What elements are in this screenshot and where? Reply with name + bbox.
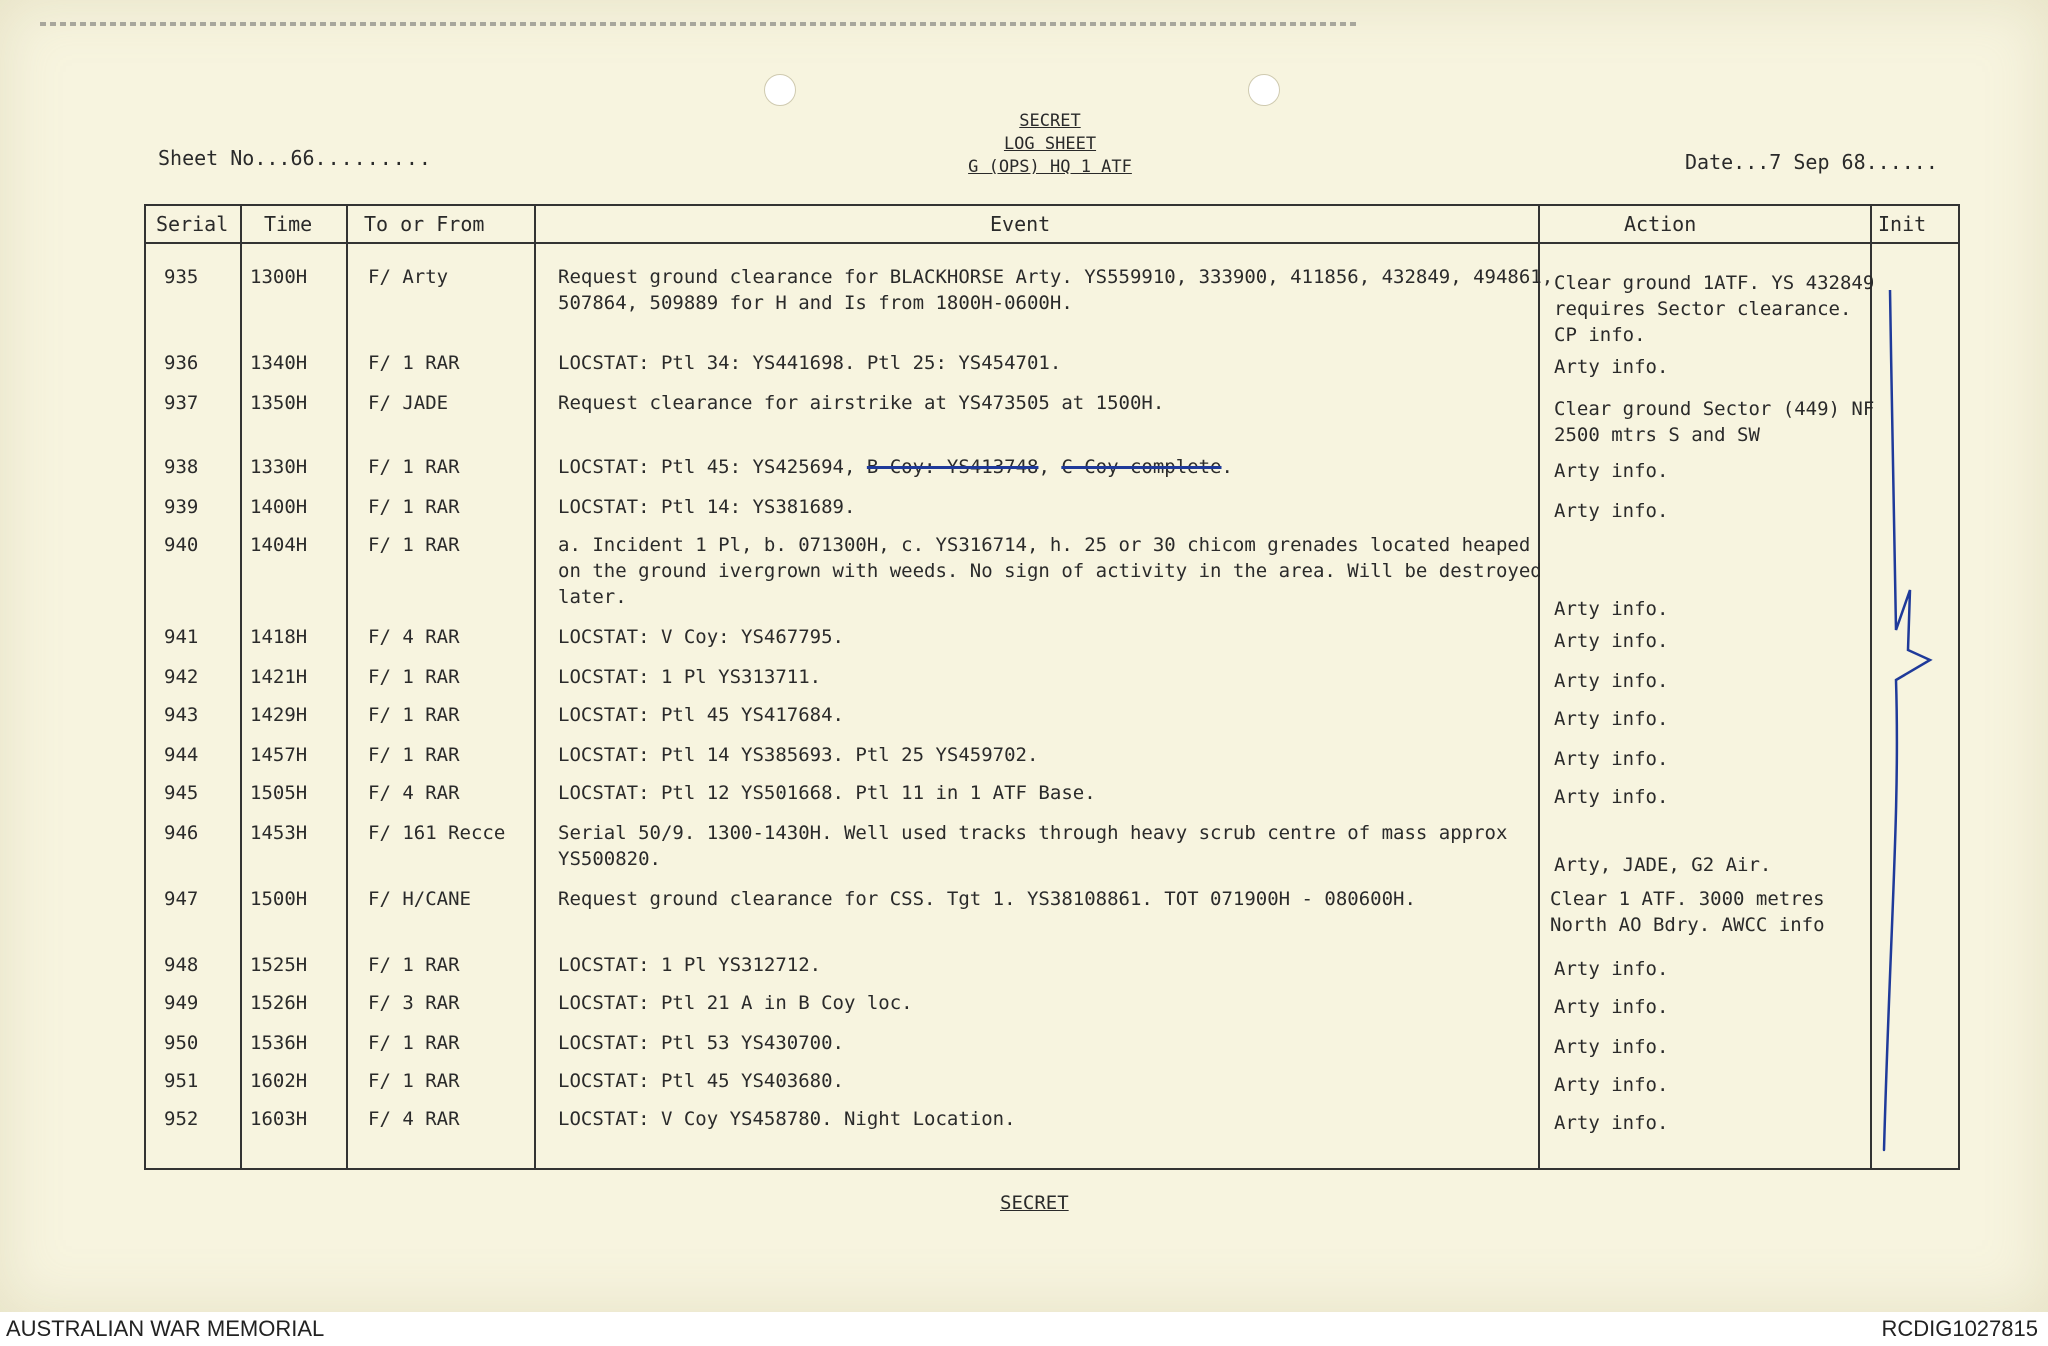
- punch-hole-right: [1248, 74, 1280, 106]
- row-time: 1526H: [250, 992, 308, 1014]
- row-action: Arty info.: [1554, 460, 1669, 482]
- row-from: F/ 1 RAR: [368, 496, 460, 518]
- row-event: LOCSTAT: V Coy: YS467795.: [558, 626, 844, 648]
- row-from: F/ 161 Recce: [368, 822, 506, 844]
- row-time: 1536H: [250, 1032, 308, 1054]
- row-action: Clear 1 ATF. 3000 metres North AO Bdry. AWCC info: [1550, 888, 1825, 936]
- row-action: Arty info.: [1554, 356, 1669, 378]
- row-action: Arty info.: [1554, 996, 1669, 1018]
- sheet-no-value: 66: [290, 146, 315, 170]
- row-from: F/ JADE: [368, 392, 449, 414]
- col-header-from: To or From: [364, 212, 485, 236]
- row-from: F/ 1 RAR: [368, 666, 460, 688]
- row-time: 1421H: [250, 666, 308, 688]
- row-time: 1500H: [250, 888, 308, 910]
- col-header-init: Init: [1878, 212, 1927, 236]
- row-serial: 941: [164, 626, 199, 648]
- punch-hole-left: [764, 74, 796, 106]
- row-event: LOCSTAT: 1 Pl YS313711.: [558, 666, 822, 688]
- row-action: Arty info.: [1554, 958, 1669, 980]
- row-event: LOCSTAT: Ptl 45 YS403680.: [558, 1070, 844, 1092]
- row-event: a. Incident 1 Pl, b. 071300H, c. YS316714, h. 25 or 30 chicom grenades located heaped on the ground ivergrown with weeds. No sign of activity in the area. Will be destroyed later.: [558, 534, 1542, 608]
- row-action: Arty info.: [1554, 786, 1669, 808]
- event-text: LOCSTAT: Ptl 45: YS425694,: [558, 456, 867, 478]
- col-divider: [346, 206, 348, 1168]
- row-serial: 947: [164, 888, 199, 910]
- row-from: F/ 1 RAR: [368, 954, 460, 976]
- row-serial: 948: [164, 954, 199, 976]
- row-from: F/ 1 RAR: [368, 744, 460, 766]
- paper-top-edge: [40, 22, 1360, 26]
- row-from: F/ 3 RAR: [368, 992, 460, 1014]
- event-separator: ,: [1038, 456, 1062, 478]
- row-serial: 944: [164, 744, 199, 766]
- row-time: 1525H: [250, 954, 308, 976]
- col-header-serial: Serial: [156, 212, 229, 236]
- row-from: F/ 4 RAR: [368, 782, 460, 804]
- row-serial: 950: [164, 1032, 199, 1054]
- row-serial: 939: [164, 496, 199, 518]
- pen-initial-mark: [1860, 290, 1960, 1170]
- row-from: F/ 1 RAR: [368, 1070, 460, 1092]
- row-time: 1453H: [250, 822, 308, 844]
- row-event: Request ground clearance for CSS. Tgt 1. YS38108861. TOT 071900H - 080600H.: [558, 888, 1416, 910]
- row-time: 1418H: [250, 626, 308, 648]
- row-event: LOCSTAT: Ptl 21 A in B Coy loc.: [558, 992, 913, 1014]
- row-serial: 945: [164, 782, 199, 804]
- row-action: Arty info.: [1554, 598, 1669, 620]
- row-event: LOCSTAT: Ptl 53 YS430700.: [558, 1032, 844, 1054]
- row-event: LOCSTAT: Ptl 14: YS381689.: [558, 496, 856, 518]
- row-from: F/ 1 RAR: [368, 1032, 460, 1054]
- row-from: F/ Arty: [368, 266, 449, 288]
- row-action: Arty info.: [1554, 1036, 1669, 1058]
- row-serial: 937: [164, 392, 199, 414]
- unit-title: G (OPS) HQ 1 ATF: [968, 157, 1132, 177]
- row-serial: 936: [164, 352, 199, 374]
- row-serial: 951: [164, 1070, 199, 1092]
- row-serial: 940: [164, 534, 199, 556]
- sheet-dots: .........: [314, 146, 432, 170]
- col-divider: [240, 206, 242, 1168]
- row-action: Arty info.: [1554, 1112, 1669, 1134]
- archive-caption-bar: [0, 1312, 2048, 1346]
- row-event: Request ground clearance for BLACKHORSE Arty. YS559910, 333900, 411856, 432849, 494861, 507864, 509889 for H and Is from 1800H-0600H.: [558, 266, 1554, 314]
- row-time: 1400H: [250, 496, 308, 518]
- archive-id: RCDIG1027815: [1881, 1316, 2038, 1341]
- row-serial: 943: [164, 704, 199, 726]
- row-time: 1340H: [250, 352, 308, 374]
- struck-text: C Coy complete: [1061, 456, 1222, 478]
- row-from: F/ 1 RAR: [368, 352, 460, 374]
- row-serial: 946: [164, 822, 199, 844]
- row-from: F/ 4 RAR: [368, 626, 460, 648]
- date-field: [1685, 150, 1938, 174]
- row-event: Request clearance for airstrike at YS473505 at 1500H.: [558, 392, 1165, 414]
- row-action: Arty info.: [1554, 748, 1669, 770]
- row-action: Arty info.: [1554, 708, 1669, 730]
- row-event: Serial 50/9. 1300-1430H. Well used tracks through heavy scrub centre of mass approx YS500820.: [558, 822, 1508, 870]
- row-time: 1603H: [250, 1108, 308, 1130]
- row-action: Clear ground Sector (449) NF 2500 mtrs S and SW: [1554, 398, 1875, 446]
- row-from: F/ 4 RAR: [368, 1108, 460, 1130]
- row-time: 1300H: [250, 266, 308, 288]
- sheet-number: [158, 146, 432, 170]
- row-event: LOCSTAT: Ptl 14 YS385693. Ptl 25 YS459702.: [558, 744, 1039, 766]
- row-action: Arty info.: [1554, 670, 1669, 692]
- row-serial: 938: [164, 456, 199, 478]
- row-action: Arty info.: [1554, 500, 1669, 522]
- row-event: LOCSTAT: V Coy YS458780. Night Location.: [558, 1108, 1016, 1130]
- row-time: 1602H: [250, 1070, 308, 1092]
- archive-name: AUSTRALIAN WAR MEMORIAL: [6, 1316, 325, 1341]
- row-serial: 952: [164, 1108, 199, 1130]
- row-from: F/ 1 RAR: [368, 704, 460, 726]
- date-value: 7 Sep 68: [1769, 150, 1866, 174]
- col-header-event: Event: [990, 212, 1051, 236]
- row-serial: 949: [164, 992, 199, 1014]
- row-event: [558, 454, 1628, 480]
- event-end: .: [1221, 456, 1233, 478]
- col-header-action: Action: [1624, 212, 1697, 236]
- row-action: Clear ground 1ATF. YS 432849 requires Sector clearance. CP info.: [1554, 272, 1875, 346]
- log-table: [144, 204, 1960, 1170]
- row-serial: 942: [164, 666, 199, 688]
- sheet-label: Sheet No...: [158, 146, 291, 170]
- date-dots: ......: [1865, 150, 1938, 174]
- row-action: Arty info.: [1554, 1074, 1669, 1096]
- row-from: F/ 1 RAR: [368, 534, 460, 556]
- row-event: LOCSTAT: 1 Pl YS312712.: [558, 954, 822, 976]
- row-time: 1457H: [250, 744, 308, 766]
- row-from: F/ H/CANE: [368, 888, 471, 910]
- row-time: 1350H: [250, 392, 308, 414]
- row-time: 1404H: [250, 534, 308, 556]
- col-header-time: Time: [264, 212, 313, 236]
- row-time: 1330H: [250, 456, 308, 478]
- struck-text: B Coy: YS413748: [866, 456, 1039, 478]
- date-label: Date...: [1685, 150, 1770, 174]
- row-action: Arty info.: [1554, 630, 1669, 652]
- row-event: LOCSTAT: Ptl 12 YS501668. Ptl 11 in 1 ATF Base.: [558, 782, 1096, 804]
- row-from: F/ 1 RAR: [368, 456, 460, 478]
- title-block: [900, 110, 1200, 179]
- classification-top: SECRET: [1019, 111, 1081, 131]
- header-divider: [146, 242, 1958, 244]
- row-time: 1429H: [250, 704, 308, 726]
- row-time: 1505H: [250, 782, 308, 804]
- row-action: Arty, JADE, G2 Air.: [1554, 854, 1772, 876]
- row-event: LOCSTAT: Ptl 45 YS417684.: [558, 704, 844, 726]
- doc-title: LOG SHEET: [1003, 134, 1097, 154]
- row-serial: 935: [164, 266, 199, 288]
- row-event: LOCSTAT: Ptl 34: YS441698. Ptl 25: YS454701.: [558, 352, 1062, 374]
- classification-bottom: SECRET: [1000, 1192, 1069, 1214]
